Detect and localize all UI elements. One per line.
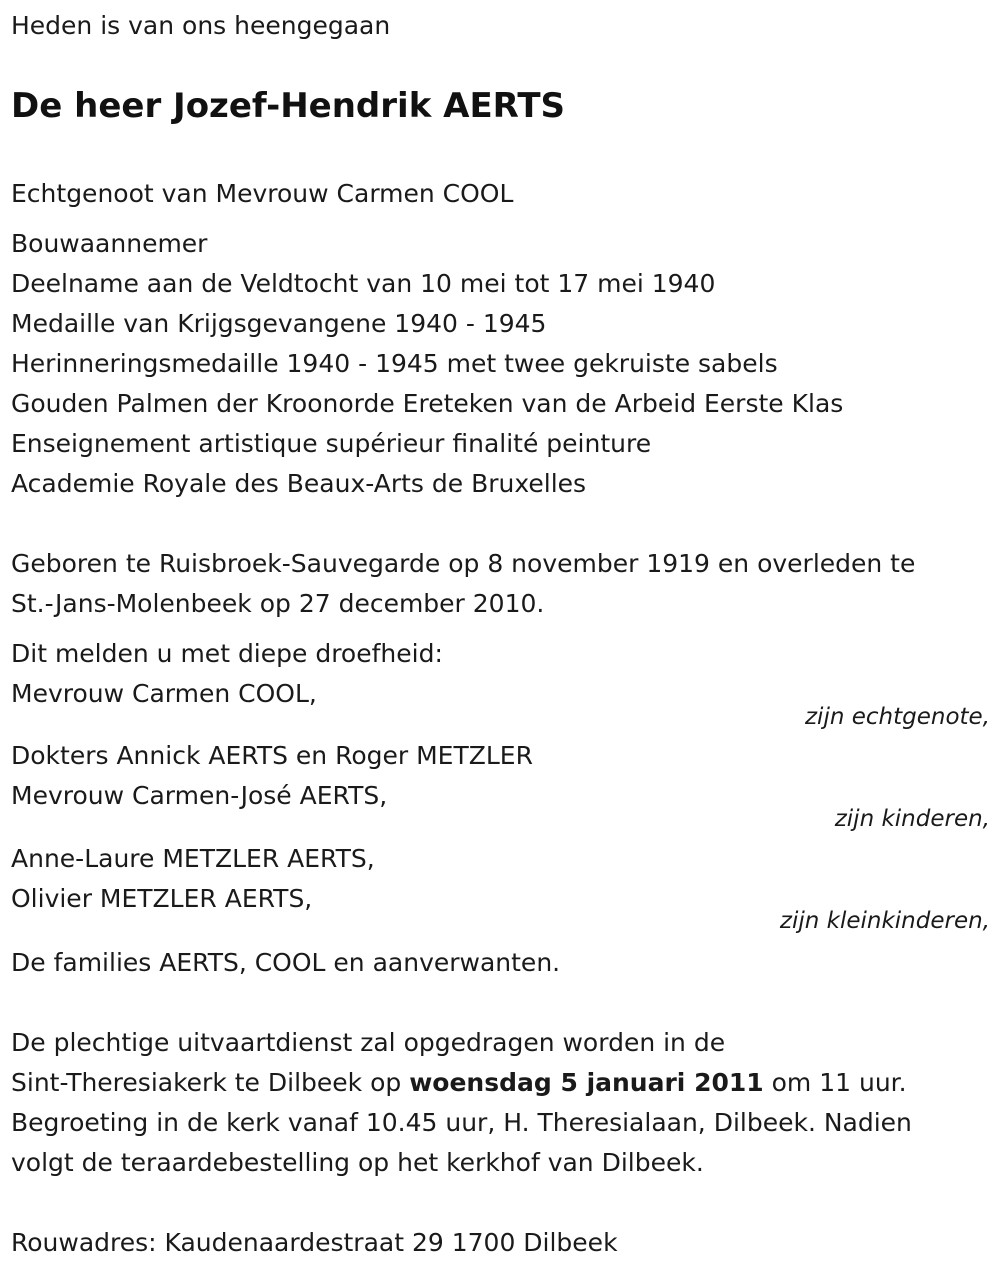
- relation-spouse: zijn echtgenote,: [804, 704, 990, 730]
- title-line: Herinneringsmedaille 1940 - 1945 met twee gekruiste sabels: [11, 349, 778, 378]
- title-line: Enseignement artistique supérieur finalité peinture: [11, 429, 652, 458]
- title-line: Medaille van Krijgsgevangene 1940 - 1945: [11, 309, 547, 338]
- title-line: Deelname aan de Veldtocht van 10 mei tot 17 mei 1940: [11, 269, 716, 298]
- mourner-spouse: Mevrouw Carmen COOL,: [11, 679, 317, 708]
- deceased-name: De heer Jozef-Hendrik AERTS: [11, 86, 566, 126]
- mourner-child: Mevrouw Carmen-José AERTS,: [11, 781, 388, 810]
- mourner-grandchild: Anne-Laure METZLER AERTS,: [11, 844, 375, 873]
- intro-text: Heden is van ons heengegaan: [11, 11, 391, 40]
- birth-death-line: Geboren te Ruisbroek-Sauvegarde op 8 november 1919 en overleden te: [11, 549, 916, 578]
- service-text: om 11 uur.: [763, 1068, 907, 1097]
- relation-grandchildren: zijn kleinkinderen,: [779, 908, 990, 934]
- spouse-line: Echtgenoot van Mevrouw Carmen COOL: [11, 179, 514, 208]
- service-date: woensdag 5 januari 2011: [409, 1068, 764, 1097]
- service-line: volgt de teraardebestelling op het kerkhof van Dilbeek.: [11, 1148, 704, 1177]
- service-line: [11, 1070, 907, 1095]
- service-text: Sint-Theresiakerk te Dilbeek op: [11, 1068, 410, 1097]
- mourning-address: Rouwadres: Kaudenaardestraat 29 1700 Dilbeek: [11, 1228, 618, 1257]
- title-line: Gouden Palmen der Kroonorde Ereteken van de Arbeid Eerste Klas: [11, 389, 844, 418]
- title-line: Bouwaannemer: [11, 229, 208, 258]
- mourner-child: Dokters Annick AERTS en Roger METZLER: [11, 741, 533, 770]
- service-line: Begroeting in de kerk vanaf 10.45 uur, H. Theresialaan, Dilbeek. Nadien: [11, 1108, 912, 1137]
- title-line: Academie Royale des Beaux-Arts de Bruxelles: [11, 469, 587, 498]
- service-line: De plechtige uitvaartdienst zal opgedragen worden in de: [11, 1028, 726, 1057]
- mourner-families: De families AERTS, COOL en aanverwanten.: [11, 948, 561, 977]
- birth-death-line: St.-Jans-Molenbeek op 27 december 2010.: [11, 589, 545, 618]
- relation-children: zijn kinderen,: [834, 806, 990, 832]
- announcement: Dit melden u met diepe droefheid:: [11, 639, 443, 668]
- mourner-grandchild: Olivier METZLER AERTS,: [11, 884, 313, 913]
